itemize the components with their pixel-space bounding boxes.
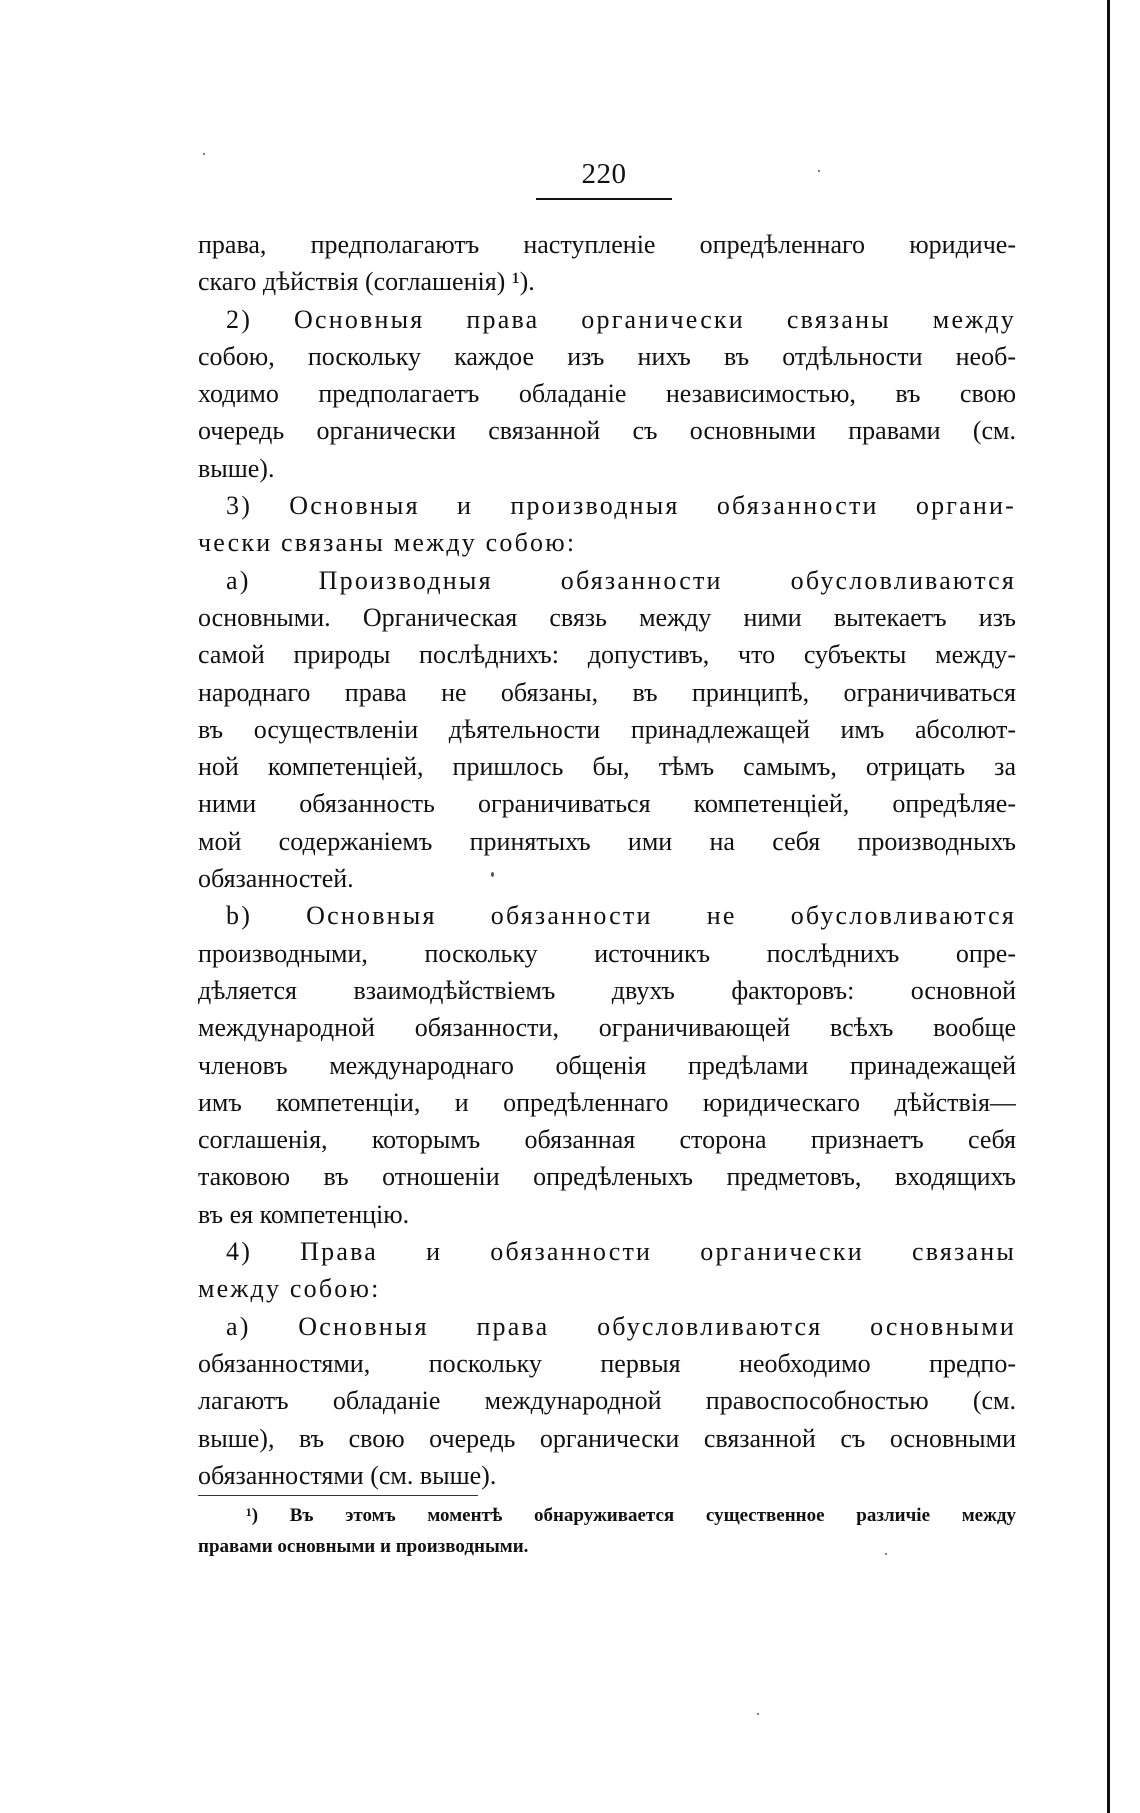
text-line: имъ компетенціи, и опредѣленнаго юридическаго дѣйствія— <box>198 1087 1016 1117</box>
text-line: въ ея компетенцію. <box>198 1199 410 1229</box>
text-line: членовъ международнаго общенія предѣлами принадежащей <box>198 1050 1016 1080</box>
text-line: дѣляется взаимодѣйствіемъ двухъ факторовъ: основной <box>198 975 1016 1005</box>
footnote-line: ¹) Въ этомъ моментѣ обнаруживается существенное различіе между <box>246 1505 1016 1526</box>
print-speck <box>203 153 205 155</box>
text-line: скаго дѣйствія (соглашенія) ¹). <box>198 267 535 297</box>
footnote <box>198 1500 1016 1562</box>
text-line: выше). <box>198 453 275 483</box>
text-line: таковою въ отношеніи опредѣленыхъ предметовъ, входящихъ <box>198 1162 1016 1192</box>
text-line: a) Производныя обязанности обусловливаются <box>226 565 1016 595</box>
text-line: мой содержаніемъ принятыхъ ими на себя производныхъ <box>198 826 1016 856</box>
print-speck <box>818 170 820 172</box>
text-line: производными, поскольку источникъ послѣднихъ опре- <box>198 938 1016 968</box>
text-line: самой природы послѣднихъ: допустивъ, что субъекты между- <box>198 640 1016 670</box>
text-line: ной компетенціей, пришлось бы, тѣмъ самымъ, отрицать за <box>198 752 1016 782</box>
text-line: выше), въ свою очередь органически связанной съ основными <box>198 1423 1016 1453</box>
text-line: 2) Основныя права органически связаны между <box>226 304 1016 334</box>
body-text <box>198 226 1016 1494</box>
print-speck <box>757 1713 759 1715</box>
text-line: чески связаны между собою: <box>198 528 577 558</box>
text-line: обязанностей. <box>198 864 354 894</box>
text-line: лагаютъ обладаніе международной правоспособностью (см. <box>198 1386 1016 1416</box>
print-speck <box>885 1553 887 1555</box>
text-line: международной обязанности, ограничивающей всѣхъ вообще <box>198 1013 1016 1043</box>
text-line: ними обязанность ограничиваться компетенціей, опредѣляе- <box>198 789 1016 819</box>
text-line: народнаго права не обязаны, въ принципѣ, ограничиваться <box>198 677 1016 707</box>
text-line: очередь органически связанной съ основными правами (см. <box>198 416 1016 446</box>
text-line: обязанностями, поскольку первыя необходимо предпо- <box>198 1348 1016 1378</box>
text-line: собою, поскольку каждое изъ нихъ въ отдѣльности необ- <box>198 341 1016 371</box>
text-line: a) Основныя права обусловливаются основными <box>226 1311 1016 1341</box>
page-number-underline <box>536 198 672 200</box>
text-line: обязанностями (см. выше). <box>198 1460 497 1490</box>
text-line: въ осуществленіи дѣятельности принадлежащей имъ абсолют- <box>198 714 1016 744</box>
text-line: 4) Права и обязанности органически связаны <box>226 1237 1016 1267</box>
page-number: 220 <box>581 158 627 190</box>
text-line: b) Основныя обязанности не обусловливаются <box>226 901 1016 931</box>
print-speck <box>491 872 494 877</box>
text-line: ходимо предполагаетъ обладаніе независимостью, въ свою <box>198 379 1016 409</box>
text-line: соглашенія, которымъ обязанная сторона признаетъ себя <box>198 1125 1016 1155</box>
text-line: права, предполагаютъ наступленіе опредѣленнаго юридиче- <box>198 230 1016 259</box>
page-edge-line <box>1107 0 1110 1813</box>
text-line: основными. Органическая связь между ними вытекаетъ изъ <box>198 602 1016 632</box>
text-line: между собою: <box>198 1274 381 1304</box>
footnote-separator <box>198 1495 478 1496</box>
footnote-line: правами основными и производными. <box>198 1536 529 1557</box>
text-line: 3) Основныя и производныя обязанности органи- <box>226 491 1016 521</box>
